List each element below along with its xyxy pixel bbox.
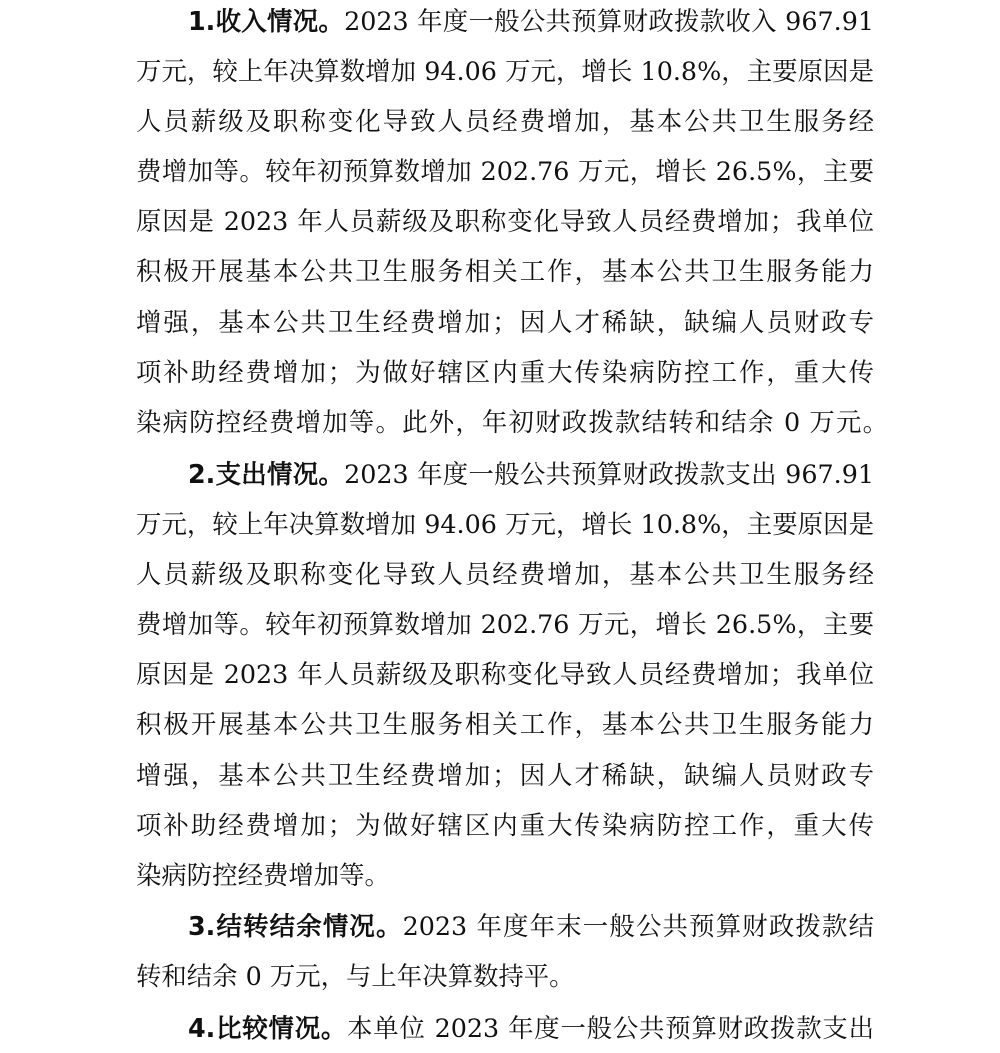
paragraph-line: 费增加等。较年初预算数增加 202.76 万元，增长 26.5%，主要 [136,609,874,639]
paragraph-line: 原因是 2023 年人员薪级及职称变化导致人员经费增加；我单位 [136,206,874,236]
paragraph-line: 原因是 2023 年人员薪级及职称变化导致人员经费增加；我单位 [136,659,874,689]
paragraph-line: 增强，基本公共卫生经费增加；因人才稀缺，缺编人员财政专 [136,307,874,337]
line-text: 2023 年度一般公共预算财政拨款收入 967.91 [344,6,875,36]
paragraph-line: 人员薪级及职称变化导致人员经费增加，基本公共卫生服务经 [136,106,874,136]
paragraph-line: 人员薪级及职称变化导致人员经费增加，基本公共卫生服务经 [136,559,874,589]
line-text: 本单位 2023 年度一般公共预算财政拨款支出 [347,1013,875,1043]
paragraph-line: 染病防控经费增加等。 [136,860,390,890]
section-heading: 3.结转结余情况。 [188,911,403,941]
paragraph-line: 转和结余 0 万元，与上年决算数持平。 [136,961,575,991]
paragraph-line: 万元，较上年决算数增加 94.06 万元，增长 10.8%，主要原因是 [136,509,874,539]
paragraph-line: 万元，较上年决算数增加 94.06 万元，增长 10.8%，主要原因是 [136,56,874,86]
paragraph-line: 项补助经费增加；为做好辖区内重大传染病防控工作，重大传 [136,357,874,387]
paragraph-line [188,901,874,951]
paragraph-line: 项补助经费增加；为做好辖区内重大传染病防控工作，重大传 [136,810,874,840]
line-text: 2023 年度一般公共预算财政拨款支出 967.91 [344,459,875,489]
line-text: 2023 年度年末一般公共预算财政拨款结 [402,911,874,941]
paragraph-line [188,1003,874,1053]
paragraph-line [188,0,874,46]
section-heading: 2.支出情况。 [188,459,345,489]
paragraph-line: 染病防控经费增加等。此外，年初财政拨款结转和结余 0 万元。 [136,407,888,437]
section-heading: 4.比较情况。 [188,1013,348,1043]
paragraph-line: 增强，基本公共卫生经费增加；因人才稀缺，缺编人员财政专 [136,760,874,790]
paragraph-line: 费增加等。较年初预算数增加 202.76 万元，增长 26.5%，主要 [136,156,874,186]
section-heading: 1.收入情况。 [188,6,345,36]
paragraph-line: 积极开展基本公共卫生服务相关工作，基本公共卫生服务能力 [136,709,874,739]
paragraph-line [188,449,874,499]
paragraph-line: 积极开展基本公共卫生服务相关工作，基本公共卫生服务能力 [136,256,874,286]
